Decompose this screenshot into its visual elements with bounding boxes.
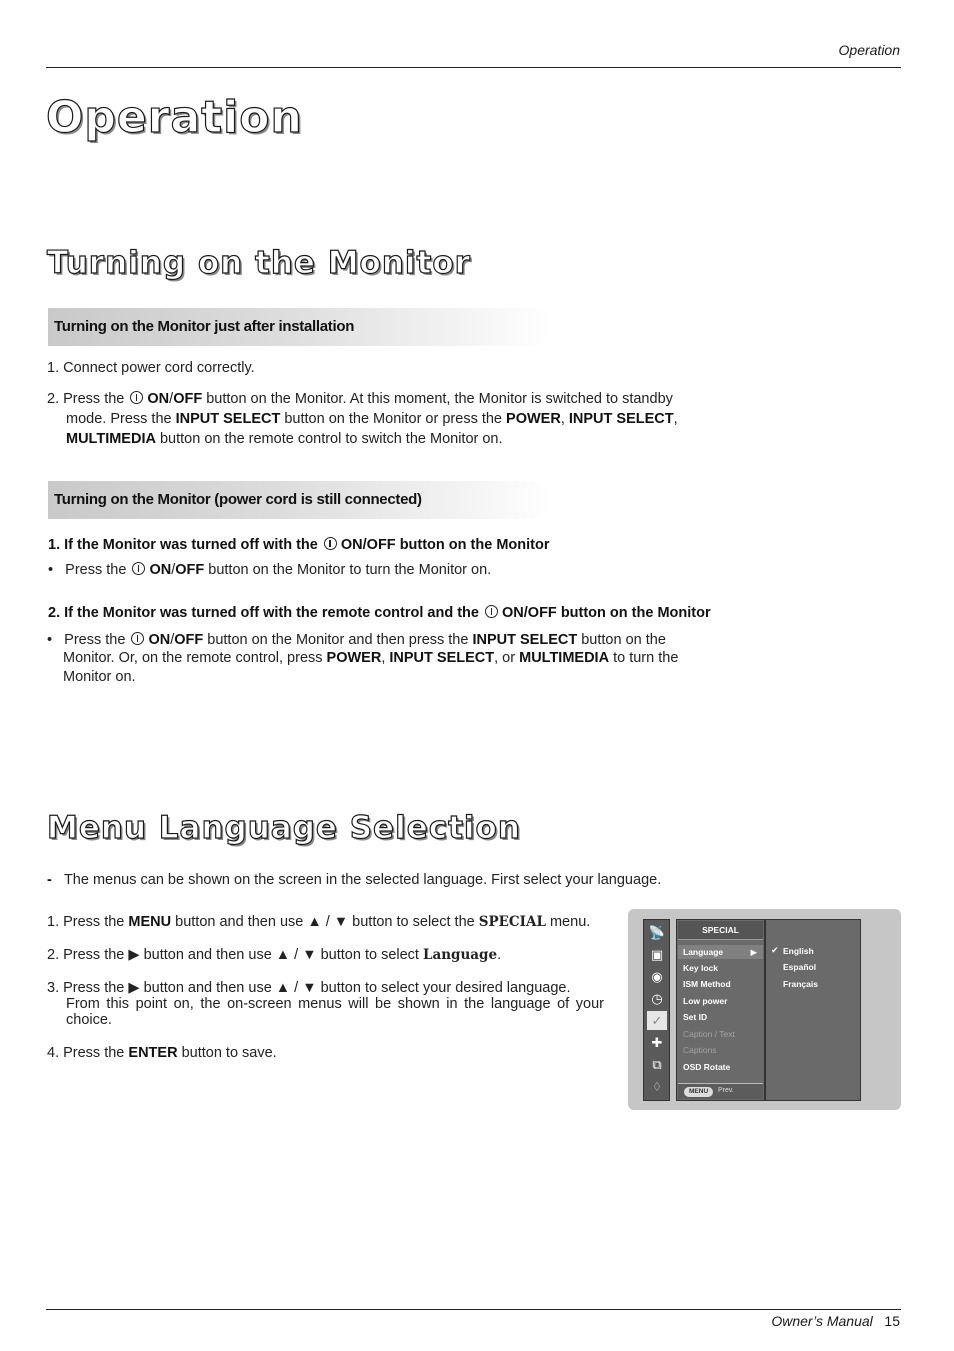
step-connect-power: 1. Connect power cord correctly. [47, 360, 255, 376]
speaker-icon: ◉ [651, 969, 663, 984]
power-icon [132, 562, 145, 575]
check-icon: ✔ [771, 945, 779, 955]
case2-instruction-line2: Monitor. Or, on the remote control, press POWER, INPUT SELECT, or MULTIMEDIA to turn the [63, 650, 679, 666]
osd-item-low-power: Low power [683, 996, 728, 1006]
osd-menu-header: SPECIAL [678, 921, 763, 940]
power-icon [130, 391, 143, 404]
osd-item-caption-text: Caption / Text [683, 1029, 735, 1039]
osd-footer [678, 1083, 763, 1099]
language-note: - The menus can be shown on the screen in the selected language. First select your language. [47, 872, 662, 888]
step-press-on-off-line3: MULTIMEDIA button on the remote control to switch the Monitor on. [66, 431, 503, 447]
case1-instruction: • Press the ON/OFF button on the Monitor to turn the Monitor on. [48, 562, 492, 578]
osd-menu-button: MENU [684, 1087, 713, 1097]
subsection-band-power-connected: Turning on the Monitor (power cord is still connected) [48, 481, 553, 519]
language-step-3: 3. Press the ▶ button and then use ▲ / ▼ button to select your desired language. [47, 980, 571, 996]
language-step-2: 2. Press the ▶ button and then use ▲ / ▼ button to select Language. [47, 947, 502, 963]
osd-language-english: English [783, 946, 814, 956]
pip-icon: ⧉ [652, 1057, 662, 1072]
case2-heading: 2. If the Monitor was turned off with the remote control and the ON/OFF button on the Monitor [48, 605, 711, 621]
running-header: Operation [838, 42, 900, 58]
page-footer: Owner’s Manual 15 [771, 1313, 900, 1329]
step-press-on-off-line2: mode. Press the INPUT SELECT button on the Monitor or press the POWER, INPUT SELECT, [66, 411, 678, 427]
subsection-band-after-installation: Turning on the Monitor just after installation [48, 308, 553, 346]
osd-item-osd-rotate: OSD Rotate [683, 1062, 731, 1072]
power-icon [324, 537, 337, 550]
osd-language-espanol: Español [783, 962, 817, 972]
language-step-3-line3: choice. [66, 1012, 112, 1028]
language-step-3-line2: From this point on, the on-screen menus will be shown in the language of your [66, 996, 604, 1012]
header-rule [46, 67, 901, 68]
case2-instruction-line3: Monitor on. [63, 669, 136, 685]
power-icon [485, 605, 498, 618]
osd-item-set-id: Set ID [683, 1012, 708, 1022]
lock-icon: ◊ [653, 1079, 661, 1094]
case1-heading: 1. If the Monitor was turned off with the ON/OFF button on the Monitor [48, 537, 550, 553]
osd-item-key-lock: Key lock [683, 963, 718, 973]
page-title: Operation [46, 92, 303, 143]
power-icon [131, 632, 144, 645]
osd-icon-strip [643, 919, 670, 1101]
screen-icon: ▣ [650, 947, 664, 962]
language-step-4: 4. Press the ENTER button to save. [47, 1045, 277, 1061]
osd-item-language: Language ▶ [678, 945, 763, 959]
osd-item-captions: Captions [683, 1045, 717, 1055]
section-title-turning-on: Turning on the Monitor [47, 245, 471, 281]
case2-instruction: • Press the ON/OFF button on the Monitor and then press the INPUT SELECT button on the [47, 632, 666, 648]
section-title-menu-language: Menu Language Selection [47, 810, 521, 846]
footer-rule [46, 1309, 901, 1310]
osd-item-ism-method: ISM Method [683, 979, 731, 989]
antenna-icon: 📡 [648, 925, 666, 940]
step-press-on-off: 2. Press the ON/OFF button on the Monitor. At this moment, the Monitor is switched to standby [47, 391, 673, 407]
page-number: 15 [884, 1313, 900, 1329]
osd-special-menu [676, 919, 765, 1101]
clock-icon: ◷ [651, 991, 663, 1006]
osd-language-submenu [765, 919, 861, 1101]
osd-language-francais: Français [783, 979, 818, 989]
adjust-icon: ✚ [651, 1035, 663, 1050]
special-icon: ✓ [647, 1011, 667, 1030]
language-step-1: 1. Press the MENU button and then use ▲ / ▼ button to select the SPECIAL menu. [47, 914, 591, 930]
osd-prev-label: Prev. [718, 1087, 734, 1094]
